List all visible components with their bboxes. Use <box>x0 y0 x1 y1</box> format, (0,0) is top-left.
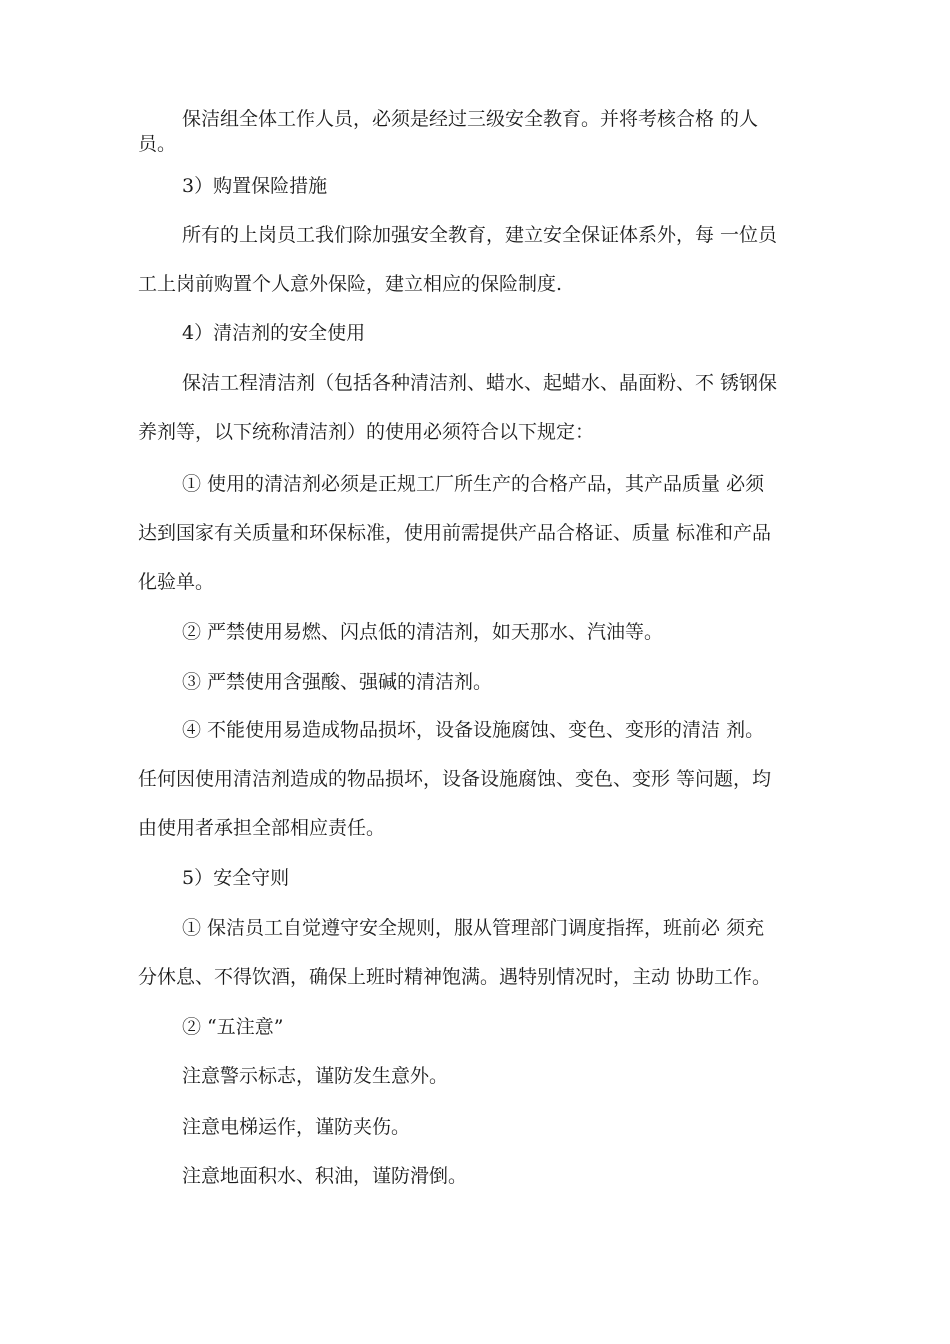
heading-five-cautions <box>138 1015 828 1040</box>
text-line: 由使用者承担全部相应责任。 <box>138 817 386 839</box>
text-line: ② “五注意” <box>182 1016 284 1038</box>
text-line: 养剂等，以下统称清洁剂）的使用必须符合以下规定： <box>138 421 595 443</box>
text-line: 员。 <box>138 133 177 155</box>
heading-safety-rules <box>138 866 828 891</box>
caution-warning-signs <box>138 1064 828 1089</box>
text-line: ② 严禁使用易燃、闪点低的清洁剂，如天那水、汽油等。 <box>182 621 664 643</box>
heading-detergent-safety <box>138 321 828 346</box>
text-line: 保洁工程清洁剂（包括各种清洁剂、蜡水、起蜡水、晶面粉、不 锈钢保 <box>182 372 778 394</box>
text-line: 达到国家有关质量和环保标准，使用前需提供产品合格证、质量 标准和产品 <box>138 522 772 544</box>
text-line: 化验单。 <box>138 571 215 593</box>
text-line: 工上岗前购置个人意外保险，建立相应的保险制度. <box>138 273 563 295</box>
paragraph-detergent-scope <box>138 371 828 445</box>
text-line: 任何因使用清洁剂造成的物品损坏，设备设施腐蚀、变色、变形 等问题，均 <box>138 768 772 790</box>
rule-1-qualified-products <box>138 472 828 595</box>
rule-2-no-flammables <box>138 620 828 645</box>
text-line: ① 保洁员工自觉遵守安全规则，服从管理部门调度指挥，班前必 须充 <box>182 917 765 939</box>
text-line: 注意警示标志，谨防发生意外。 <box>182 1065 449 1087</box>
caution-wet-floor <box>138 1164 828 1189</box>
text-line: ④ 不能使用易造成物品损坏，设备设施腐蚀、变色、变形的清洁 剂。 <box>182 719 765 741</box>
rule-1-follow-safety-rules <box>138 916 828 990</box>
text-line: 保洁组全体工作人员，必须是经过三级安全教育。并将考核合格 的人 <box>182 108 759 130</box>
paragraph-insurance <box>138 223 828 297</box>
rule-4-no-damaging-agents <box>138 718 828 841</box>
caution-elevator <box>138 1115 828 1140</box>
text-line: 分休息、不得饮酒，确保上班时精神饱满。遇特别情况时，主动 协助工作。 <box>138 966 772 988</box>
text-line: 3）购置保险措施 <box>182 175 328 197</box>
heading-insurance-measures <box>138 174 828 199</box>
paragraph-training-requirement <box>138 107 828 157</box>
text-line: ③ 严禁使用含强酸、强碱的清洁剂。 <box>182 671 493 693</box>
text-line: 注意电梯运作，谨防夹伤。 <box>182 1116 411 1138</box>
text-line: ① 使用的清洁剂必须是正规工厂所生产的合格产品，其产品质量 必须 <box>182 473 765 495</box>
text-line: 所有的上岗员工我们除加强安全教育，建立安全保证体系外，每 一位员 <box>182 224 778 246</box>
text-line: 4）清洁剂的安全使用 <box>182 322 366 344</box>
text-line: 注意地面积水、积油，谨防滑倒。 <box>182 1165 468 1187</box>
text-line: 5）安全守则 <box>182 867 290 889</box>
rule-3-no-strong-acid-alkali <box>138 670 828 695</box>
